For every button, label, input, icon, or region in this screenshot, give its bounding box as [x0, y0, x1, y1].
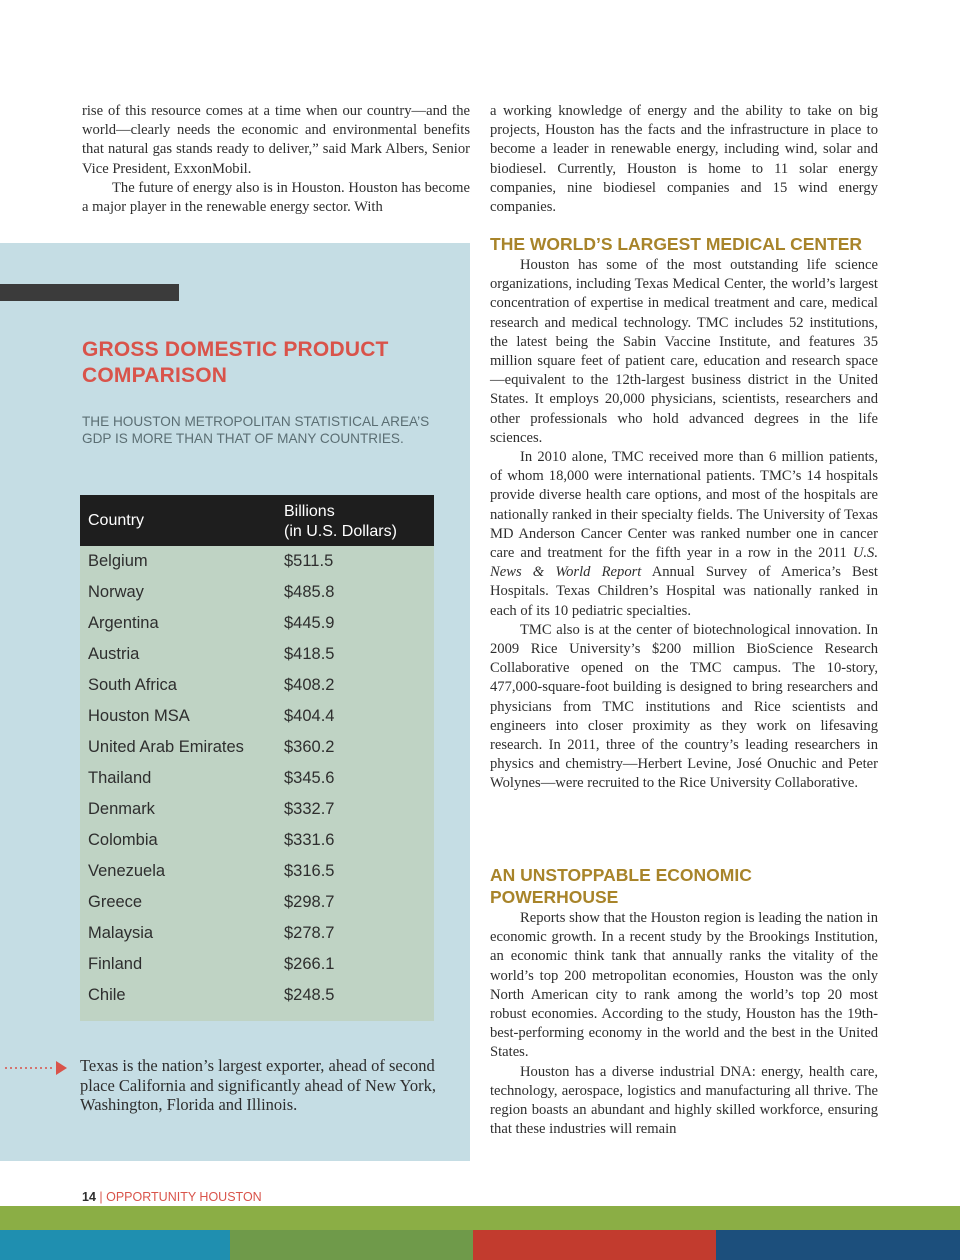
- heading-medical-center: THE WORLD’S LARGEST MEDICAL CENTER: [490, 234, 863, 254]
- country-cell: Norway: [88, 583, 144, 601]
- right-intro: [490, 102, 878, 217]
- tmc-paragraph-3: TMC also is at the center of biotechnological innovation. In 2009 Rice University’s $200 million BioScience Research Collaborative opened on the TMC campus. The 10-story, 477,000-square-foot building is designed to bring researchers and physicians from TMC institutions and Rice scientists and engineers into closer proximity as they work on lifesaving research. In 2011, three of the country’s leading researchers in physics and chemistry—Herbert Levine, José Onuchic and Peter Wolynes—were recruited to the Rice University Collaborative.: [490, 621, 878, 792]
- page-footer: [82, 1190, 262, 1204]
- gdp-value-cell: $485.8: [284, 583, 335, 601]
- column-header-billions-line2: (in U.S. Dollars): [284, 523, 397, 540]
- country-cell: Venezuela: [88, 862, 166, 880]
- gdp-value-cell: $266.1: [284, 955, 335, 973]
- gdp-value-cell: $332.7: [284, 800, 335, 818]
- export-callout: Texas is the nation’s largest exporter, ahead of second place California and significantly ahead of New York, Washington, Florida and Illinois.: [80, 1056, 437, 1114]
- gdp-value-cell: $445.9: [284, 614, 335, 632]
- column-header-billions: [284, 502, 424, 542]
- table-row: [80, 672, 434, 703]
- gdp-value-cell: $408.2: [284, 676, 335, 694]
- country-cell: Houston MSA: [88, 707, 190, 725]
- gdp-table-header: [80, 495, 434, 546]
- table-row: [80, 703, 434, 734]
- heading-economic-powerhouse: AN UNSTOPPABLE ECONOMIC POWERHOUSE: [490, 865, 752, 907]
- gdp-value-cell: $345.6: [284, 769, 335, 787]
- tmc-paragraph-1: Houston has some of the most outstanding life science organizations, including Texas Medical Center, the world’s largest concentration of expertise in medical treatment and care, medical research and medical technology. TMC includes 52 institutions, the latest being the Sabin Vaccine Institute, and features 35 million square feet of patient care, education and research space—equivalent to the 12th-largest business district in the United States. It employs 20,000 physicians, scientists, researchers and other professionals who hold advanced degrees in the life sciences.: [490, 257, 878, 446]
- intro-paragraph-1: rise of this resource comes at a time when our country—and the world—clearly needs the economic and environmental benefits that natural gas stands ready to deliver,” said Mark Albers, Senior Vice President, ExxonMobil.: [82, 103, 470, 177]
- country-cell: Greece: [88, 893, 143, 911]
- gdp-value-cell: $404.4: [284, 707, 335, 725]
- gdp-value-cell: $248.5: [284, 986, 335, 1004]
- country-cell: Malaysia: [88, 924, 154, 942]
- footer-color-block-red: [473, 1230, 716, 1260]
- footer-color-block-olive: [230, 1230, 473, 1260]
- right-intro-paragraph: a working knowledge of energy and the ability to take on big projects, Houston has the facts and the infrastructure in place to become a leader in renewable energy, including wind, solar and biodiesel. Currently, Houston is home to 11 solar energy companies, nine biodiesel companies and 15 wind energy companies.: [490, 103, 878, 216]
- table-row: [80, 610, 434, 641]
- table-row: [80, 796, 434, 827]
- gdp-value-cell: $418.5: [284, 645, 335, 663]
- footer-color-block-teal: [0, 1230, 230, 1260]
- country-cell: Thailand: [88, 769, 152, 787]
- table-row: [80, 827, 434, 858]
- country-cell: Argentina: [88, 614, 159, 632]
- decorative-bar: [0, 284, 179, 301]
- dotted-leader-icon: [4, 1061, 54, 1073]
- gdp-value-cell: $360.2: [284, 738, 335, 756]
- gdp-value-cell: $511.5: [284, 552, 334, 570]
- table-row: [80, 641, 434, 672]
- country-cell: South Africa: [88, 676, 177, 694]
- column-header-billions-line1: Billions: [284, 503, 335, 520]
- country-cell: Chile: [88, 986, 126, 1004]
- tmc-paragraph-2-b: Annual Survey of America’s Best Hospitals. Texas Children’s Hospital was nationally ranked in each of its 10 pediatric specialties.: [490, 564, 878, 619]
- econ-paragraph-2: Houston has a diverse industrial DNA: energy, health care, technology, aerospace, logistics and manufacturing all thrive. The region boasts an abundant and highly skilled workforce, ensuring that these industries will remain: [490, 1063, 878, 1138]
- country-cell: Austria: [88, 645, 140, 663]
- medical-center-section: [490, 256, 878, 794]
- gdp-value-cell: $278.7: [284, 924, 335, 942]
- gdp-value-cell: $316.5: [284, 862, 335, 880]
- table-row: [80, 548, 434, 579]
- table-row: [80, 579, 434, 610]
- footer-band: [0, 1206, 960, 1230]
- economic-section: [490, 909, 878, 1139]
- intro-text: [82, 102, 470, 217]
- table-row: [80, 734, 434, 765]
- publication-title: OPPORTUNITY HOUSTON: [106, 1190, 262, 1204]
- country-cell: Denmark: [88, 800, 155, 818]
- gdp-subtitle: THE HOUSTON METROPOLITAN STATISTICAL AREA’S GDP IS MORE THAN THAT OF MANY COUNTRIES.: [82, 414, 430, 446]
- country-cell: Colombia: [88, 831, 158, 849]
- tmc-paragraph-2-a: In 2010 alone, TMC received more than 6 million patients, of whom 18,000 were international patients. TMC’s 14 hospitals provide diverse health care options, and most of the hospitals are nationally ranked in their specialty fields. The University of Texas MD Anderson Cancer Center was ranked number one in cancer care and treatment for the fifth year in a row in the 2011: [490, 449, 878, 562]
- publication-name: U.S. News & World Report: [490, 545, 878, 581]
- footer-color-block-navy: [716, 1230, 960, 1260]
- country-cell: Belgium: [88, 552, 148, 570]
- gdp-value-cell: $298.7: [284, 893, 335, 911]
- tmc-paragraph-2: [490, 448, 878, 621]
- footer-separator: |: [95, 1190, 107, 1204]
- table-row: [80, 889, 434, 920]
- country-cell: Finland: [88, 955, 143, 973]
- intro-paragraph-2: The future of energy also is in Houston. Houston has become a major player in the renewable energy sector. With: [82, 179, 470, 216]
- econ-paragraph-1: Reports show that the Houston region is leading the nation in economic growth. In a recent study by the Brookings Institution, an economic think tank that annually ranks the vitality of the world’s top 200 metropolitan economies, Houston was the only North American city to rank among the world’s top 20 most robust economies. According to the study, Houston has the 19th-best-performing economy in the world and the best in the United States.: [490, 910, 878, 1061]
- arrow-right-icon: [56, 1061, 67, 1075]
- table-row: [80, 951, 434, 982]
- table-row: [80, 982, 434, 1013]
- table-row: [80, 858, 434, 889]
- table-row: [80, 765, 434, 796]
- gdp-title: GROSS DOMESTIC PRODUCT COMPARISON: [82, 338, 389, 387]
- country-cell: United Arab Emirates: [88, 738, 244, 756]
- page-number: 14: [82, 1190, 96, 1204]
- gdp-value-cell: $331.6: [284, 831, 335, 849]
- gdp-table: [80, 495, 434, 1021]
- column-header-country: Country: [88, 512, 145, 529]
- table-row: [80, 920, 434, 951]
